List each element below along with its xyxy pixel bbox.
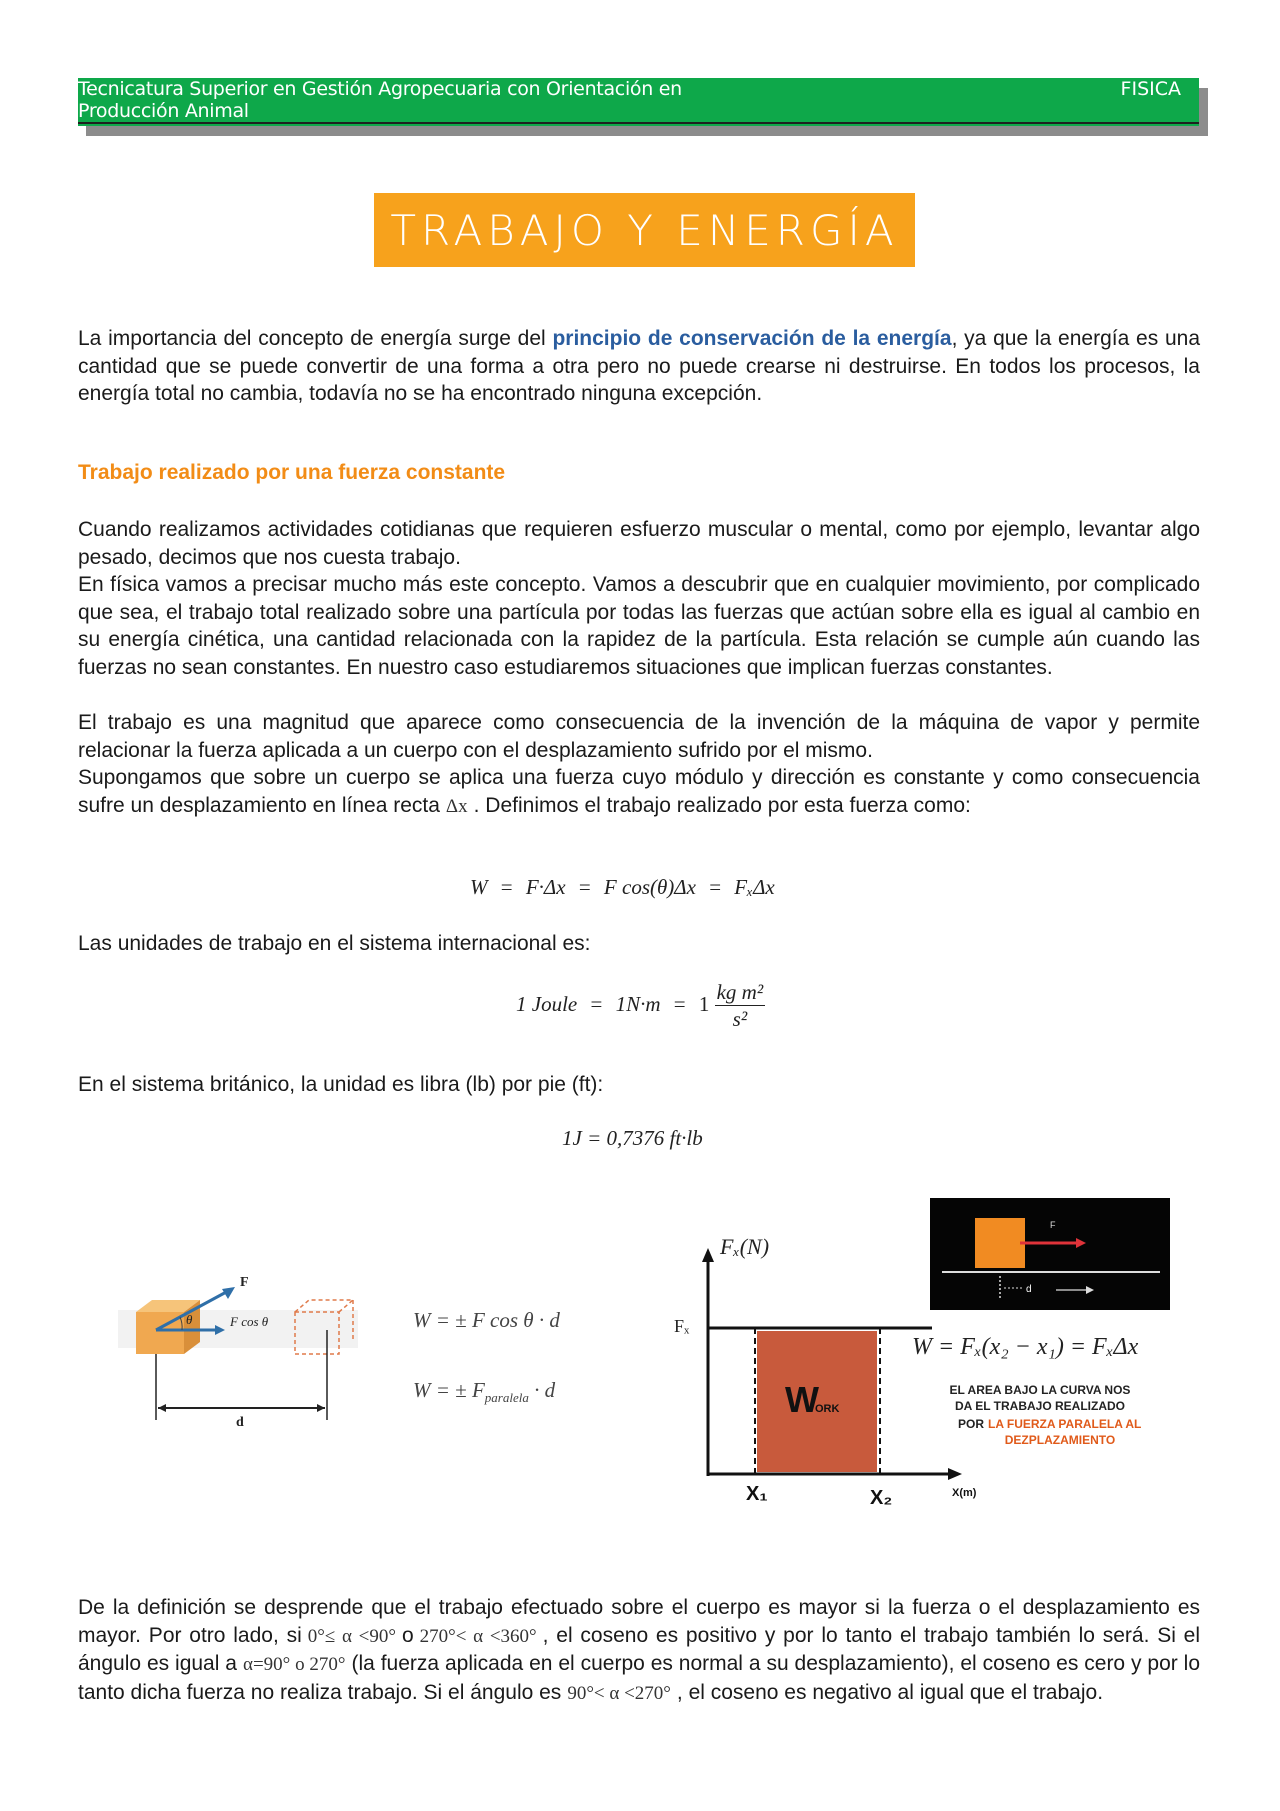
body-p4-after: . Definimos el trabajo realizado por esta fuerza como: xyxy=(473,793,971,817)
inset-d-label: d xyxy=(1026,1284,1032,1295)
conclusion-t5: , el coseno es negativo al igual que el trabajo. xyxy=(676,1680,1104,1704)
solid-block xyxy=(136,1300,200,1354)
y-axis-label: Fₓ(N) xyxy=(720,1234,770,1259)
header-banner xyxy=(78,78,1199,126)
theta-label: θ xyxy=(186,1312,193,1327)
conclusion-m1: 0°≤ α <90° xyxy=(307,1625,396,1647)
body-p4-math: Δx xyxy=(445,795,468,817)
note-por: POR xyxy=(958,1417,985,1431)
eq-joule-eq2: = xyxy=(673,991,686,1016)
left-fig-eq2-tail: · d xyxy=(528,1378,556,1402)
eq-work-eq1: = xyxy=(500,875,513,899)
intro-before: La importancia del concepto de energía surge del xyxy=(78,327,546,350)
equation-work xyxy=(470,875,775,900)
force-block-figure xyxy=(118,1270,368,1430)
body-p4-before: Supongamos que sobre un cuerpo se aplica una fuerza cuyo módulo y dirección es constante y como consecuencia sufre un desplazamiento en línea recta xyxy=(78,766,1200,817)
work-graph-figure xyxy=(660,1198,1180,1518)
eq-joule-nm: 1N·m xyxy=(615,991,661,1016)
graph-equation: W = Fₓ(x₂ − x₁) = FₓΔx xyxy=(912,1334,1139,1360)
left-fig-eq2-main: W = ± F xyxy=(413,1378,485,1402)
inset-block xyxy=(975,1218,1025,1268)
body-p1: Cuando realizamos actividades cotidianas que requieren esfuerzo muscular o mental, como por ejemplo, levantar algo pesado, decimos que nos cuesta trabajo. xyxy=(78,518,1200,569)
conclusion-t1: De la definición se desprende que el trabajo efectuado sobre el cuerpo es mayor si la fuerza o el desplazamiento es mayor. Por otro lado, si xyxy=(78,1596,1200,1647)
force-label: F xyxy=(240,1275,249,1290)
header-underline xyxy=(78,122,1199,124)
conclusion-m4: 90°< α <270° xyxy=(567,1682,671,1704)
inset-background xyxy=(930,1198,1170,1310)
eq-work-fcos: F cos(θ)Δx xyxy=(603,875,696,899)
intro-after: , ya que la energía es una cantidad que se puede convertir de una forma a otra pero no puede crearse ni destruirse. En todos los procesos, la energía total no cambia, todavía no se ha encontrado ninguna excepción. xyxy=(78,327,1201,405)
header-institution: Tecnicatura Superior en Gestión Agropecuaria con Orientación en Producción Animal xyxy=(78,78,682,122)
d-arrowhead-left xyxy=(158,1404,166,1412)
conclusion-t3: , el coseno es positivo y por lo tanto el trabajo también lo será. Si el ángulo es igual a xyxy=(78,1623,1200,1675)
conclusion-paragraph xyxy=(78,1594,1200,1707)
body-p4 xyxy=(78,764,1200,820)
left-fig-eq2 xyxy=(413,1378,555,1406)
intro-highlight: principio de conservación de la energía xyxy=(552,327,952,350)
note-line1: EL AREA BAJO LA CURVA NOS xyxy=(949,1383,1131,1397)
x-axis-label: X(m) xyxy=(952,1487,977,1499)
note-highlight2: DEZPLAZAMIENTO xyxy=(1004,1433,1116,1447)
eq-joule-num: kg m² xyxy=(716,980,764,1004)
left-fig-eq2-sub: paralela xyxy=(484,1390,529,1406)
note-highlight1: LA FUERZA PARALELA AL xyxy=(988,1417,1142,1431)
eq-joule-eq1: = xyxy=(590,991,603,1016)
body-p3: El trabajo es una magnitud que aparece como consecuencia de la invención de la máquina de vapor y permite relacionar la fuerza aplicada a un cuerpo con el desplazamiento sufrido por el mismo. xyxy=(78,711,1200,762)
eq-work-fx: FₓΔx xyxy=(734,875,775,899)
eq-joule-den: s² xyxy=(732,1007,748,1031)
page-title: TRABAJO Y ENERGÍA xyxy=(390,205,899,255)
eq-work-eq3: = xyxy=(709,875,722,899)
body-p2: En física vamos a precisar mucho más este concepto. Vamos a descubrir que en cualquier movimiento, por complicado que sea, el trabajo total realizado sobre una partícula por todas las fuerzas que actúan sobre ella es igual al cambio en su energía cinética, una cantidad relacionada con la rapidez de la partícula. Esta relación se cumple aún cuando las fuerzas no sean constantes. En nuestro caso estudiaremos situaciones que implican fuerzas constantes. xyxy=(78,573,1200,679)
x1-label: X₁ xyxy=(746,1483,768,1505)
eq-work-dot: F·Δx xyxy=(525,875,566,899)
d-arrowhead-right xyxy=(317,1404,325,1412)
units-brit-text: En el sistema británico, la unidad es libra (lb) por pie (ft): xyxy=(78,1073,604,1096)
eq-joule-lhs: 1 Joule xyxy=(516,991,578,1016)
conclusion-t2: o xyxy=(401,1623,414,1647)
work-label-big: W xyxy=(785,1379,819,1420)
conclusion-m2: 270°< α <360° xyxy=(419,1625,537,1647)
section-title: Trabajo realizado por una fuerza constante xyxy=(78,461,506,484)
conclusion-m3: α=90° o 270° xyxy=(242,1654,346,1675)
conclusion-t4: (la fuerza aplicada en el cuerpo es normal a su desplazamiento), el coseno es cero y por lo tanto dicha fuerza no realiza trabajo. Si el ángulo es xyxy=(78,1652,1200,1704)
header-subject: FISICA xyxy=(1120,78,1181,100)
left-fig-eq1: W = ± F cos θ · d xyxy=(413,1308,560,1332)
eq-joule-fraction xyxy=(715,982,766,1030)
inset-block-diagram xyxy=(930,1198,1170,1310)
units-si-text: Las unidades de trabajo en el sistema internacional es: xyxy=(78,932,591,955)
inset-force-label: F xyxy=(1050,1220,1056,1230)
eq-work-eq2: = xyxy=(578,875,591,899)
equation-joule xyxy=(516,982,765,1030)
title-box xyxy=(374,193,915,267)
d-label: d xyxy=(236,1415,244,1430)
eq-joule-one: 1 xyxy=(698,991,710,1016)
intro-paragraph xyxy=(78,325,1200,408)
force-level-label: Fₓ xyxy=(674,1316,690,1336)
equation-british: 1J = 0,7376 ft·lb xyxy=(562,1126,703,1150)
x2-label: X₂ xyxy=(870,1487,893,1509)
eq-work-w: W xyxy=(470,875,488,899)
fcos-label: F cos θ xyxy=(230,1314,269,1329)
note-line2: DA EL TRABAJO REALIZADO xyxy=(954,1399,1126,1413)
work-label-small: ORK xyxy=(815,1403,840,1415)
